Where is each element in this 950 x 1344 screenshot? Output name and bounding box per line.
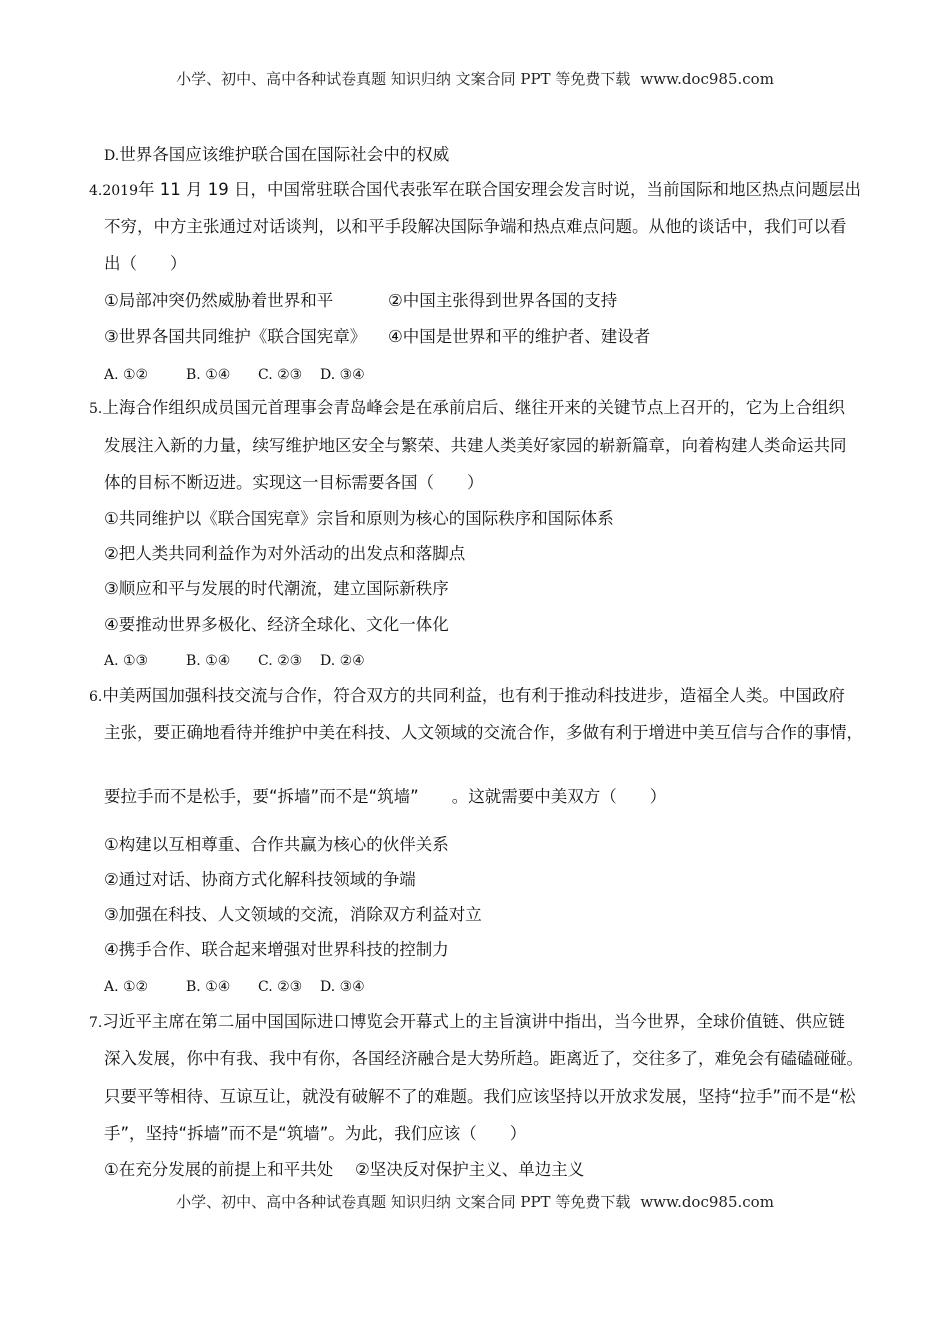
question-6-options: [104, 976, 365, 998]
question-5-statement-3: ③顺应和平与发展的时代潮流，建立国际新秩序: [104, 579, 449, 598]
option-a[interactable]: A. ①②: [104, 367, 149, 383]
question-text: 年 11 月 19 日，中国常驻联合国代表张军在联合国安理会发言时说，当前国际和地区热点问题层出: [138, 180, 861, 199]
question-6-line-3: 要拉手而不是松手，要“拆墙”而不是“筑墙” 。这就需要中美双方（ ）: [104, 787, 667, 806]
option-b[interactable]: B. ①④: [186, 367, 231, 383]
question-5-statement-4: ④要推动世界多极化、经济全球化、文化一体化: [104, 615, 449, 634]
question-4-options: [104, 364, 365, 386]
question-year: 2019: [102, 183, 138, 199]
question-number: 5.: [89, 401, 103, 417]
option-d[interactable]: D. ③④: [320, 367, 365, 383]
question-5-line-3: 体的目标不断迈进。实现这一目标需要各国（ ）: [104, 473, 484, 492]
question-5-options: [104, 650, 365, 672]
question-text: 习近平主席在第二届中国国际进口博览会开幕式上的主旨演讲中指出，当今世界，全球价值链、供应链: [102, 1012, 845, 1031]
footer-text: 小学、初中、高中各种试卷真题 知识归纳 文案合同 PPT 等免费下载: [176, 1193, 631, 1211]
question-7-statement-2: ②坚决反对保护主义、单边主义: [355, 1160, 585, 1179]
question-6-statement-3: ③加强在科技、人文领域的交流，消除双方利益对立: [104, 905, 482, 924]
question-6-statement-1: ①构建以互相尊重、合作共赢为核心的伙伴关系: [104, 835, 449, 854]
option-a[interactable]: A. ①②: [104, 979, 149, 995]
question-text: 上海合作组织成员国元首理事会青岛峰会是在承前启后、继往开来的关键节点上召开的，它为上合组织: [102, 398, 845, 417]
question-number: 7.: [89, 1015, 103, 1031]
question-4-statement-3: ③世界各国共同维护《联合国宪章》: [104, 327, 367, 346]
question-4-statement-4: ④中国是世界和平的维护者、建设者: [388, 327, 651, 346]
option-b[interactable]: B. ①④: [186, 653, 231, 669]
question-text: 中美两国加强科技交流与合作，符合双方的共同利益，也有利于推动科技进步，造福全人类。中国政府: [102, 686, 845, 705]
option-text: 世界各国应该维护联合国在国际社会中的权威: [119, 145, 450, 164]
header-text: 小学、初中、高中各种试卷真题 知识归纳 文案合同 PPT 等免费下载: [176, 70, 631, 88]
page-footer: [0, 1191, 950, 1212]
question-5-statement-2: ②把人类共同利益作为对外活动的出发点和落脚点: [104, 544, 466, 563]
question-4-line-2: 不穷，中方主张通过对话谈判，以和平手段解决国际争端和热点难点问题。从他的谈话中，我们可以看: [104, 217, 847, 236]
question-4-line-1: [89, 179, 861, 202]
question-6-line-2: 主张，要正确地看待并维护中美在科技、人文领域的交流合作，多做有利于增进中美互信与合作的事情，: [104, 723, 863, 742]
option-c[interactable]: C. ②③: [258, 979, 303, 995]
question-7-line-4: 手”，坚持“拆墙”而不是“筑墙”。为此，我们应该（ ）: [104, 1124, 527, 1143]
question-5-line-1: [89, 397, 845, 420]
page-header: [0, 68, 950, 89]
question-4-line-3: 出（ ）: [104, 254, 187, 273]
question-6-line-1: [89, 685, 845, 708]
prev-option-d: [104, 144, 449, 167]
option-d[interactable]: D. ③④: [320, 979, 365, 995]
option-a[interactable]: A. ①③: [104, 653, 149, 669]
footer-url[interactable]: www.doc985.com: [640, 1193, 774, 1211]
question-5-line-2: 发展注入新的力量，续写维护地区安全与繁荣、共建人类美好家园的崭新篇章，向着构建人类命运共同: [104, 436, 847, 455]
question-number: 4.: [89, 183, 103, 199]
question-number: 6.: [89, 689, 103, 705]
question-4-statement-1: ①局部冲突仍然威胁着世界和平: [104, 291, 334, 310]
header-url[interactable]: www.doc985.com: [640, 70, 774, 88]
question-5-statement-1: ①共同维护以《联合国宪章》宗旨和原则为核心的国际秩序和国际体系: [104, 509, 614, 528]
question-6-statement-4: ④携手合作、联合起来增强对世界科技的控制力: [104, 940, 449, 959]
option-c[interactable]: C. ②③: [258, 367, 303, 383]
option-d[interactable]: D. ②④: [320, 653, 365, 669]
question-7-line-2: 深入发展，你中有我、我中有你，各国经济融合是大势所趋。距离近了，交往多了，难免会有磕磕碰碰。: [104, 1049, 863, 1068]
option-letter: D.: [104, 148, 120, 164]
question-4-statement-2: ②中国主张得到世界各国的支持: [388, 291, 618, 310]
question-7-line-1: [89, 1011, 845, 1034]
option-c[interactable]: C. ②③: [258, 653, 303, 669]
question-7-statement-1: ①在充分发展的前提上和平共处: [104, 1160, 334, 1179]
question-7-line-3: 只要平等相待、互谅互让，就没有破解不了的难题。我们应该坚持以开放求发展，坚持“拉手”而不是“松: [104, 1087, 856, 1106]
question-6-statement-2: ②通过对话、协商方式化解科技领域的争端: [104, 870, 416, 889]
option-b[interactable]: B. ①④: [186, 979, 231, 995]
